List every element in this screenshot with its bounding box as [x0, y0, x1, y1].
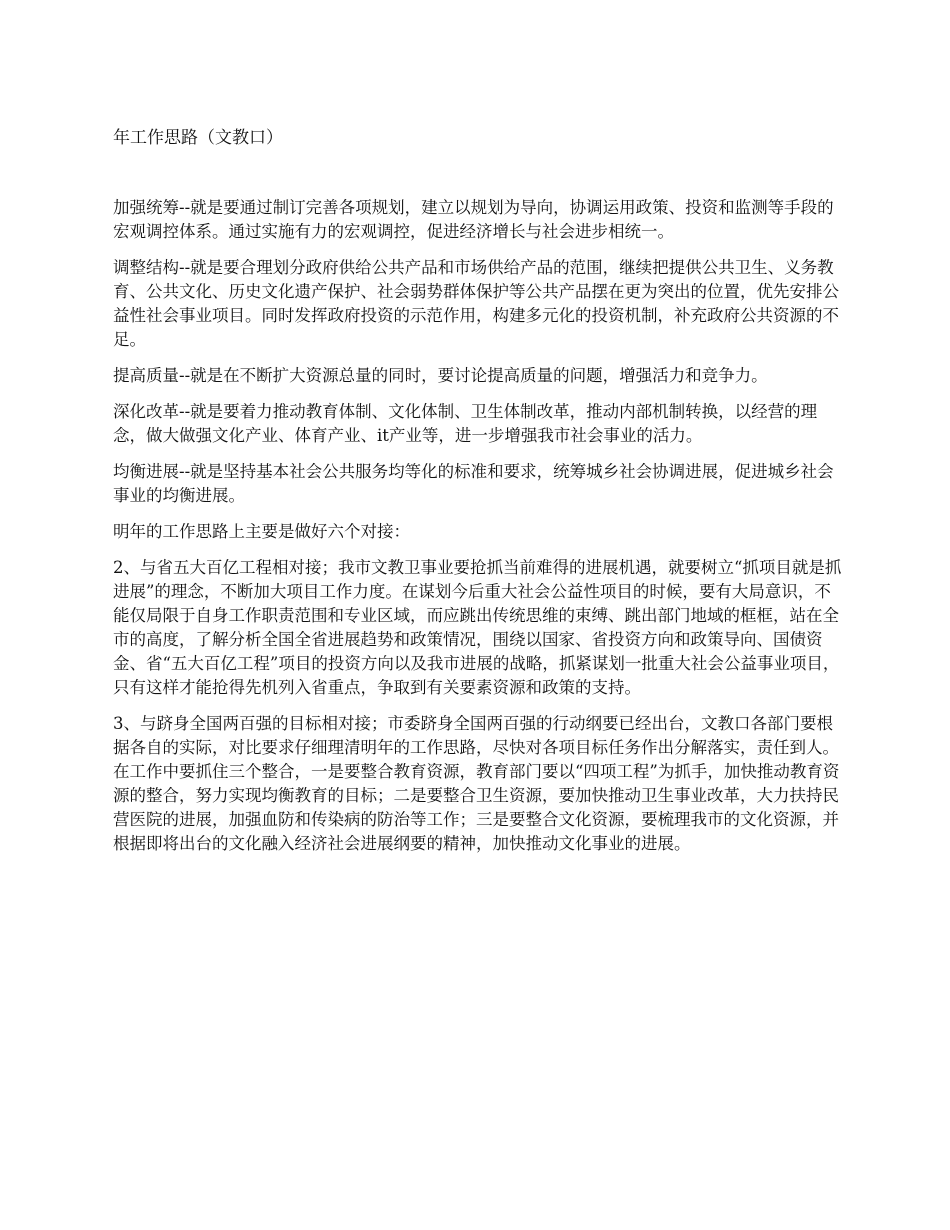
- document-body: [113, 196, 843, 868]
- paragraph-improve-quality: 提高质量--就是在不断扩大资源总量的同时，要讨论提高质量的问题，增强活力和竞争力。: [113, 366, 768, 385]
- paragraph-strengthen-coordination: 加强统筹--就是要通过制订完善各项规划，建立以规划为导向，协调运用政策、投资和监测等手段的宏观调控体系。通过实施有力的宏观调控，促进经济增长与社会进步相统一。: [113, 198, 834, 241]
- paragraph-six-connections: 明年的工作思路上主要是做好六个对接：: [113, 522, 410, 541]
- document-title: 年工作思路（文教口）: [113, 128, 283, 148]
- paragraph-balanced-development: 均衡进展--就是坚持基本社会公共服务均等化的标准和要求，统筹城乡社会协调进展，促进城乡社会事业的均衡进展。: [113, 462, 834, 505]
- paragraph-item-2: 2、与省五大百亿工程相对接；我市文教卫事业要抢抓当前难得的进展机遇，就要树立“抓项目就是抓进展”的理念，不断加大项目工作力度。在谋划今后重大社会公益性项目的时候，要有大局意识，不能仅局限于自身工作职责范围和专业区域，而应跳出传统思维的束缚、跳出部门地域的框框，站在全市的高度，了解分析全国全省进展趋势和政策情况，围绕以国家、省投资方向和政策导向、国债资金、省“五大百亿工程”项目的投资方向以及我市进展的战略，抓紧谋划一批重大社会公益事业项目，只有这样才能抢得先机列入省重点，争取到有关要素资源和政策的支持。: [113, 558, 842, 697]
- paragraph-adjust-structure: 调整结构--就是要合理划分政府供给公共产品和市场供给产品的范围，继续把提供公共卫生、义务教育、公共文化、历史文化遗产保护、社会弱势群体保护等公共产品摆在更为突出的位置，优先安排公益性社会事业项目。同时发挥政府投资的示范作用，构建多元化的投资机制，补充政府公共资源的不足。: [113, 258, 839, 349]
- paragraph-deepen-reform: 深化改革--就是要着力推动教育体制、文化体制、卫生体制改革，推动内部机制转换，以经营的理念，做大做强文化产业、体育产业、it产业等，进一步增强我市社会事业的活力。: [113, 402, 818, 445]
- paragraph-item-3: 3、与跻身全国两百强的目标相对接；市委跻身全国两百强的行动纲要已经出台，文教口各部门要根据各自的实际，对比要求仔细理清明年的工作思路，尽快对各项目标任务作出分解落实，责任到人。在工作中要抓住三个整合，一是要整合教育资源，教育部门要以“四项工程”为抓手，加快推动教育资源的整合，努力实现均衡教育的目标；二是要整合卫生资源，要加快推动卫生事业改革，大力扶持民营医院的进展，加强血防和传染病的防治等工作；三是要整合文化资源，要梳理我市的文化资源，并根据即将出台的文化融入经济社会进展纲要的精神，加快推动文化事业的进展。: [113, 714, 840, 853]
